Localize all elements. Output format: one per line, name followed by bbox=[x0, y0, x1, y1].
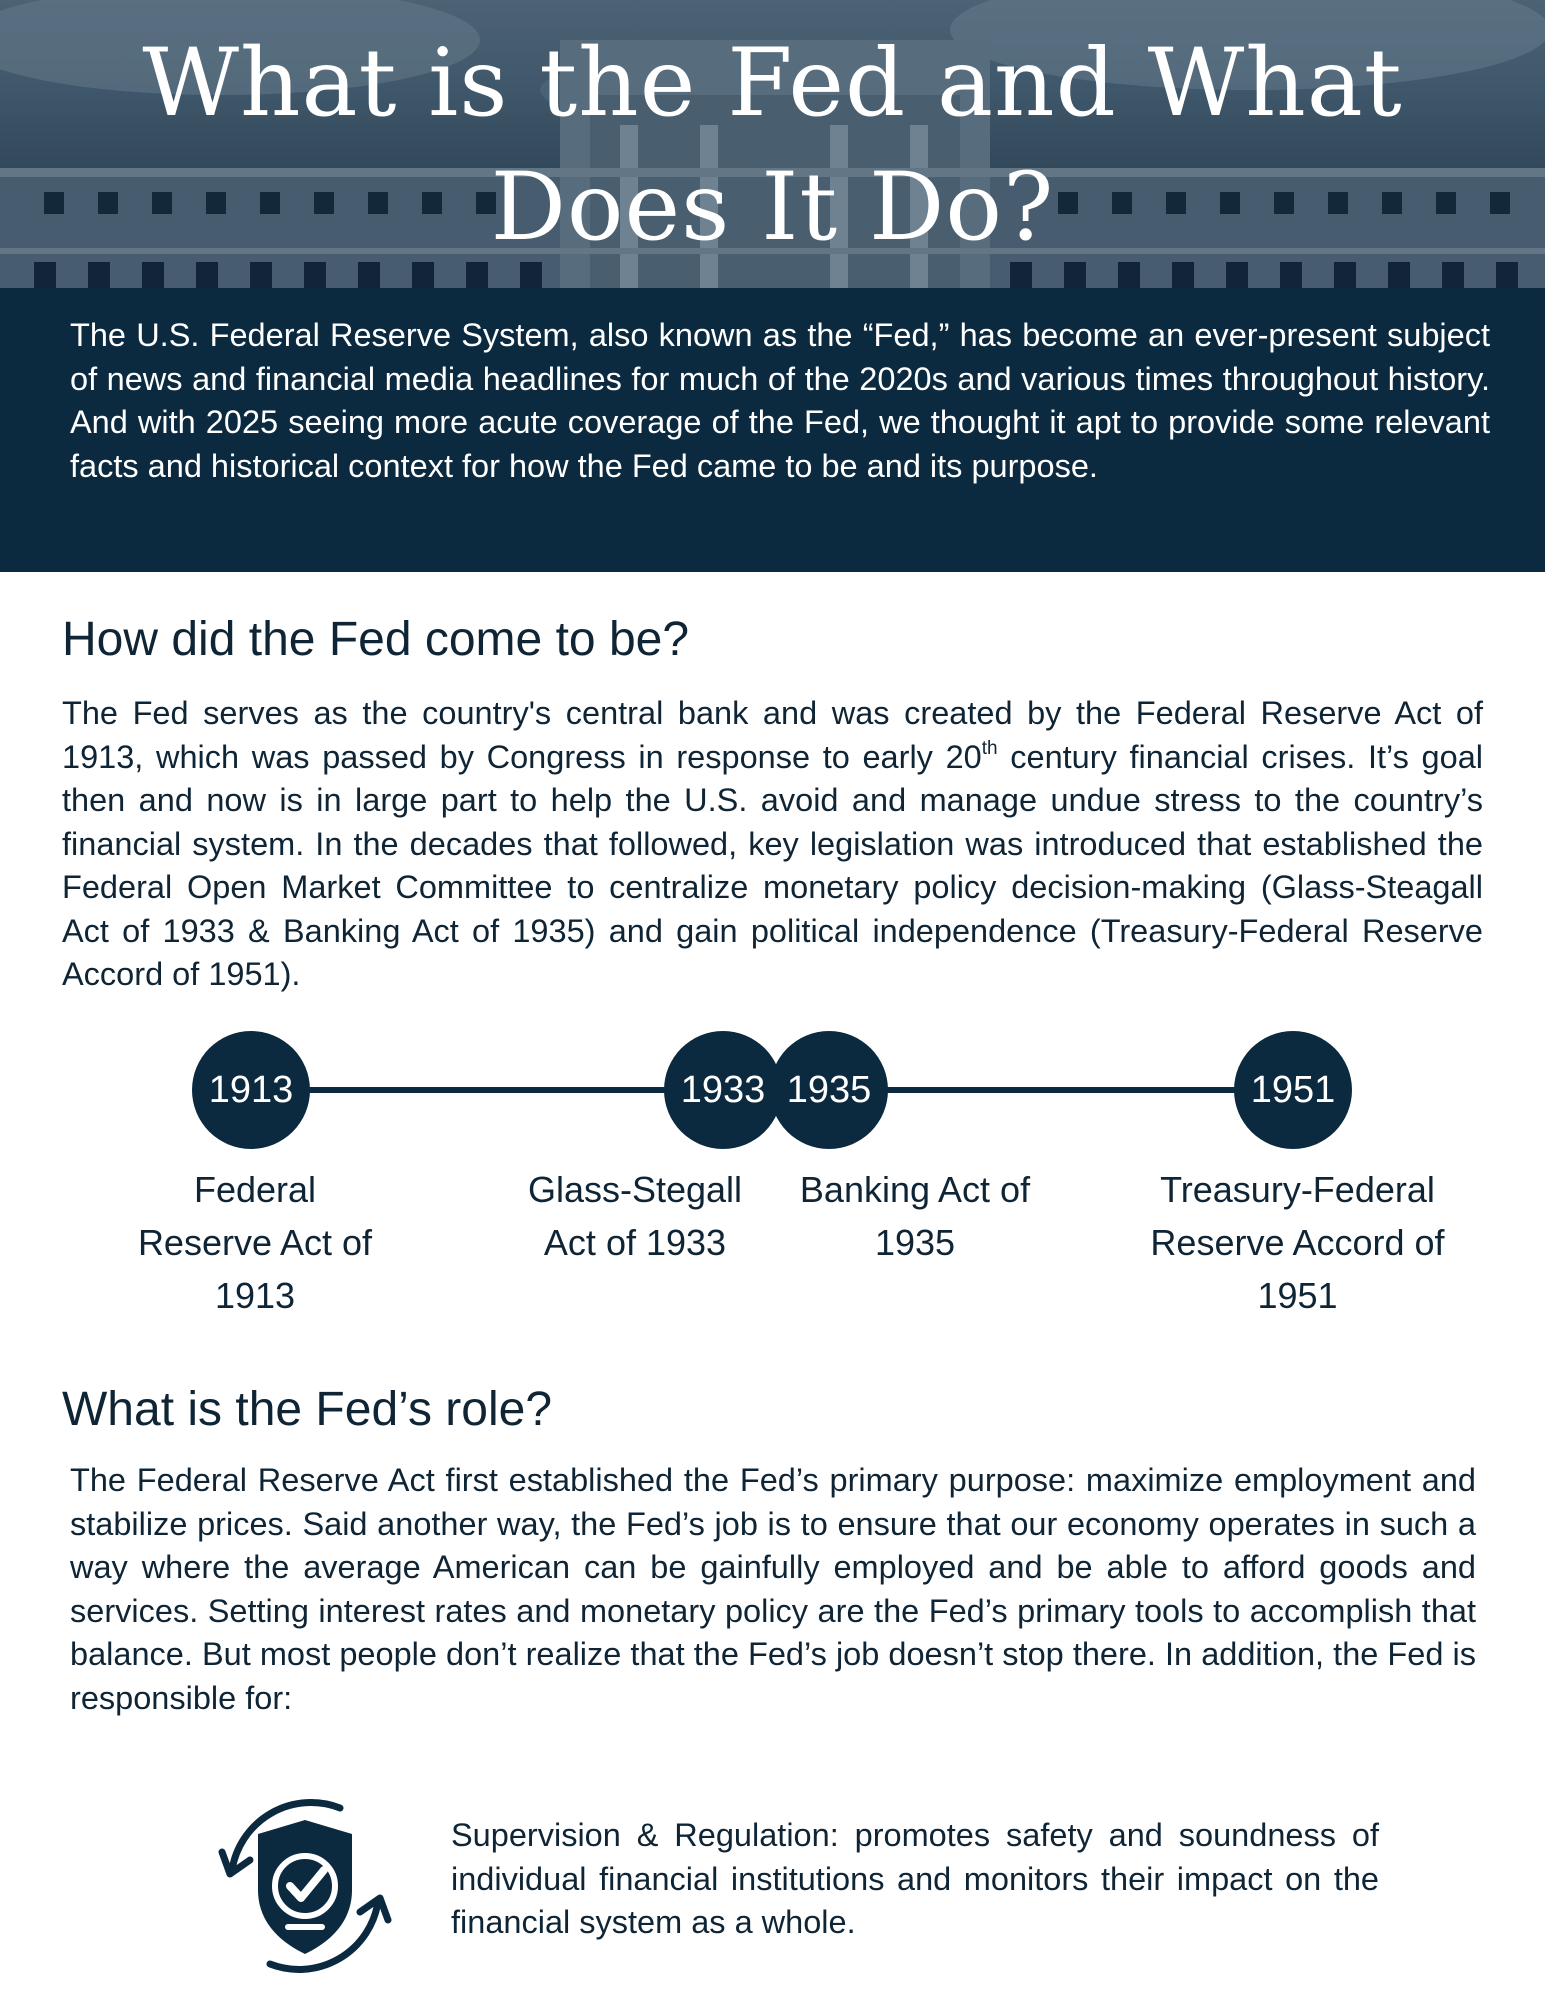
role-paragraph: The Federal Reserve Act first established the Fed’s primary purpose: maximize employment and stabilize prices. Said another way, the Fed’s job is to ensure that our economy operates in such a way where the average American can be gainfully employed and be able to afford goods and services. Setting interest rates and monetary policy are the Fed’s primary tools to accomplish that balance. But most people don’t realize that the Fed’s job doesn’t stop there. In addition, the Fed is responsible for: bbox=[70, 1462, 1476, 1716]
timeline-node-1951: 1951 bbox=[1234, 1031, 1352, 1149]
timeline-label-1933: Glass-Stegall Act of 1933 bbox=[527, 1169, 743, 1263]
origins-heading: How did the Fed come to be? bbox=[62, 613, 690, 666]
origins-text-part-1: The Fed serves as the country's central bank and was created by the Federal Reserve Act of 1913, which was passed by Congress in response to early 20 bbox=[62, 695, 1483, 775]
timeline-label-1913: Federal Reserve Act of 1913 bbox=[137, 1169, 373, 1316]
timeline-node-1933: 1933 bbox=[664, 1031, 782, 1149]
role-heading: What is the Fed’s role? bbox=[62, 1383, 553, 1436]
page-title-line-1: What is the Fed and What bbox=[142, 29, 1403, 138]
origins-paragraph bbox=[62, 692, 1483, 997]
responsibility-text-supervision: Supervision & Regulation: promotes safety and soundness of individual financial institutions and monitors their impact on the financial system as a whole. bbox=[451, 1817, 1379, 1940]
timeline-node-1913: 1913 bbox=[192, 1031, 310, 1149]
intro-paragraph: The U.S. Federal Reserve System, also known as the “Fed,” has become an ever-present subject of news and financial media headlines for much of the 2020s and various times throughout history. And with 2025 seeing more acute coverage of the Fed, we thought it apt to provide some relevant facts and historical context for how the Fed came to be and its purpose. bbox=[70, 317, 1490, 484]
origins-text-part-2: century financial crises. It’s goal then and now is in large part to help the U.S. avoid and manage undue stress to the country’s financial system. In the decades that followed, key legislation was introduced that established the Federal Open Market Committee to centralize monetary policy decision-making (Glass-Steagall Act of 1933 & Banking Act of 1935) and gain political independence (Treasury-Federal Reserve Accord of 1951). bbox=[62, 738, 1483, 992]
ordinal-suffix: th bbox=[981, 737, 998, 759]
timeline-node-1935: 1935 bbox=[770, 1031, 888, 1149]
page-title bbox=[0, 22, 1545, 270]
shield-check-icon bbox=[200, 1790, 410, 1985]
hero-banner bbox=[0, 0, 1545, 290]
page-title-line-2: Does It Do? bbox=[490, 153, 1055, 262]
timeline-label-1935: Banking Act of 1935 bbox=[799, 1169, 1031, 1263]
timeline-label-1951: Treasury-Federal Reserve Accord of 1951 bbox=[1150, 1169, 1445, 1316]
intro-band bbox=[0, 288, 1545, 572]
